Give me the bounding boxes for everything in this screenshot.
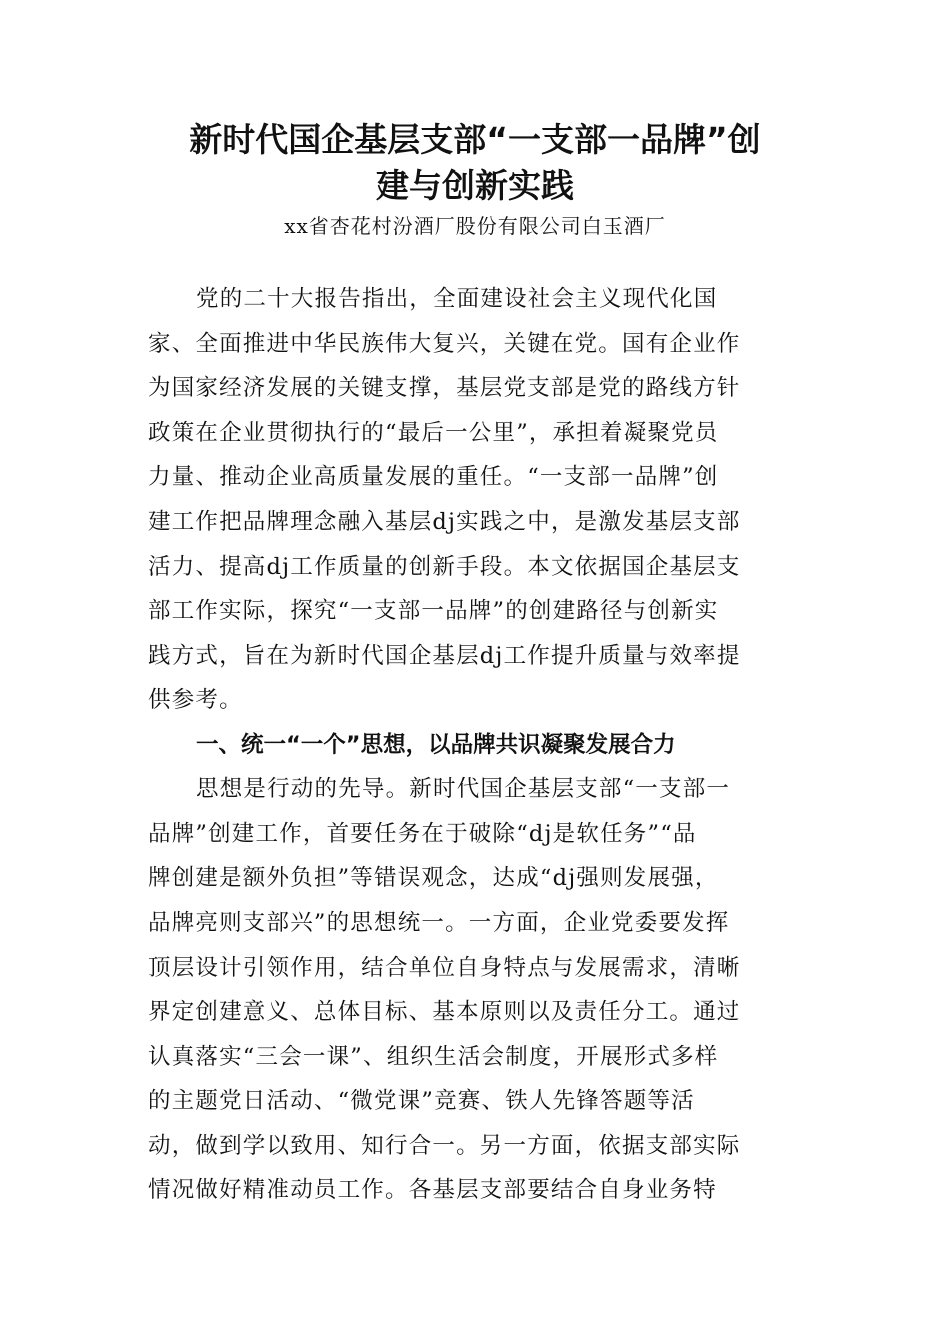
text-line: 动，做到学以致用、知行合一。另一方面，依据支部实际: [148, 1133, 741, 1159]
text-line: 牌创建是额外负担”等错误观念，达成“dj强则发展强，: [148, 865, 719, 891]
text-line: 部工作实际，探究“一支部一品牌”的创建路径与创新实: [148, 598, 719, 624]
text-line: 活力、提高dj工作质量的创新手段。本文依据国企基层支: [148, 554, 741, 580]
text-line: 界定创建意义、总体目标、基本原则以及责任分工。通过: [148, 999, 741, 1025]
text-line: 情况做好精准动员工作。各基层支部要结合自身业务特: [148, 1177, 717, 1203]
text-line: 品牌亮则支部兴”的思想统一。一方面，企业党委要发挥: [148, 910, 730, 936]
section-heading-1: 一、统一“一个”思想，以品牌共识凝聚发展合力: [196, 732, 676, 758]
text-line: 品牌”创建工作，首要任务在于破除“dj是软任务”“品: [148, 821, 697, 847]
text-line: 践方式，旨在为新时代国企基层dj工作提升质量与效率提: [148, 643, 741, 669]
document-title-line-1: 新时代国企基层支部“一支部一品牌”创: [189, 120, 761, 159]
text-line: 思想是行动的先导。新时代国企基层支部“一支部一: [196, 776, 731, 802]
text-line: 为国家经济发展的关键支撑，基层党支部是党的路线方针: [148, 375, 741, 401]
text-line: 顶层设计引领作用，结合单位自身特点与发展需求，清晰: [148, 955, 741, 981]
text-line: 认真落实“三会一课”、组织生活会制度，开展形式多样: [148, 1044, 719, 1070]
text-line: 家、全面推进中华民族伟大复兴，关键在党。国有企业作: [148, 331, 741, 357]
text-line: 供参考。: [148, 687, 243, 713]
text-line: 力量、推动企业高质量发展的重任。“一支部一品牌”创: [148, 464, 719, 490]
author-organization: xx省杏花村汾酒厂股份有限公司白玉酒厂: [284, 214, 666, 238]
document-title-line-2: 建与创新实践: [376, 166, 574, 205]
text-line: 政策在企业贯彻执行的“最后一公里”，承担着凝聚党员: [148, 420, 719, 446]
text-line: 的主题党日活动、“微党课”竞赛、铁人先锋答题等活: [148, 1088, 695, 1114]
text-line: 党的二十大报告指出，全面建设社会主义现代化国: [196, 286, 718, 312]
text-line: 建工作把品牌理念融入基层dj实践之中，是激发基层支部: [148, 509, 741, 535]
